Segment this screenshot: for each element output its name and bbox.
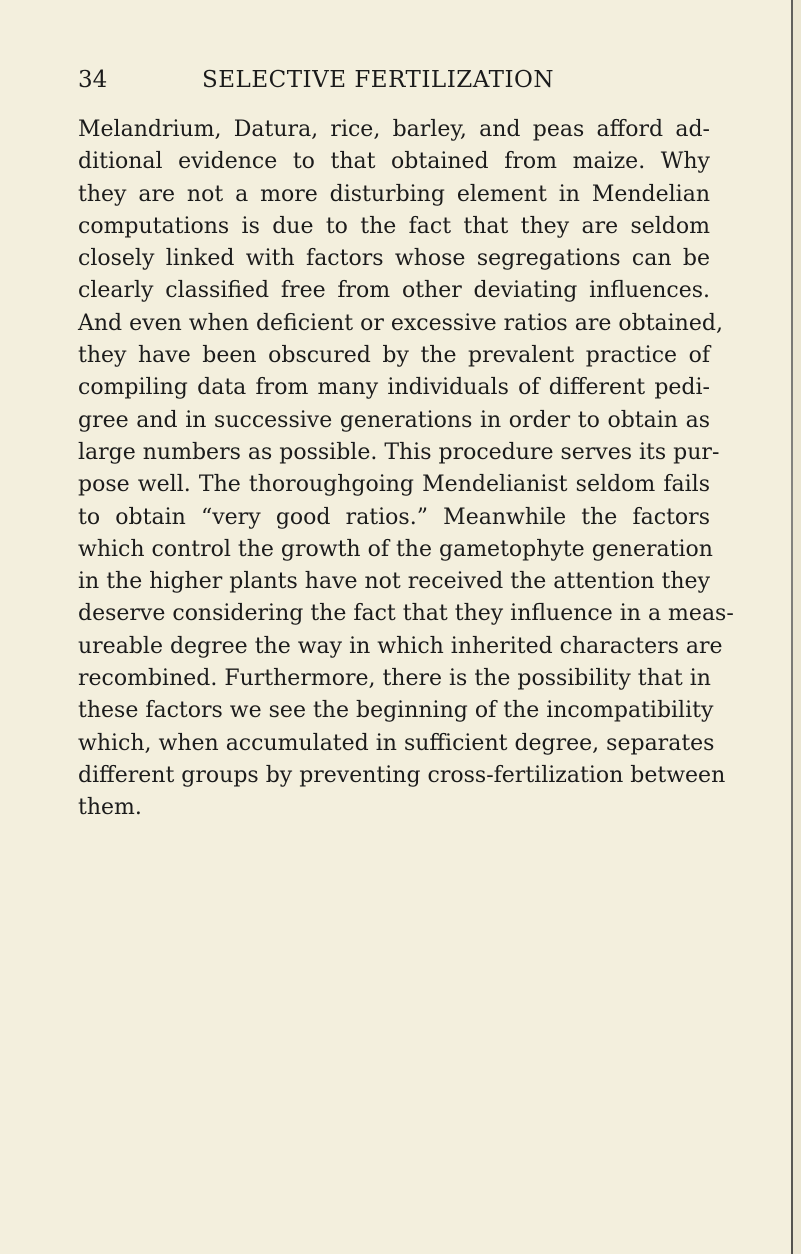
text-line: them. <box>78 795 142 821</box>
running-head: SELECTIVE FERTILIZATION <box>202 67 555 93</box>
text-line: And even when deficient or excessive ratios are obtained, <box>78 310 723 336</box>
text-line: to obtain “very good ratios.” Meanwhile the factors <box>78 504 710 530</box>
text-line: deserve considering the fact that they influence in a meas- <box>78 601 734 627</box>
page-number: 34 <box>78 67 108 93</box>
page-header <box>78 62 698 98</box>
text-line: closely linked with factors whose segregations can be <box>78 246 710 272</box>
text-line: Melandrium, Datura, rice, barley, and peas afford ad- <box>78 117 710 142</box>
text-line: pose well. The thoroughgoing Mendelianist seldom fails <box>78 472 710 498</box>
text-line: recombined. Furthermore, there is the possibility that in <box>78 666 711 692</box>
text-line: large numbers as possible. This procedure serves its pur- <box>78 439 720 465</box>
text-line: compiling data from many individuals of different pedi- <box>78 375 710 401</box>
text-line: which control the growth of the gametophyte generation <box>78 536 713 562</box>
text-line: clearly classified free from other deviating influences. <box>78 278 710 304</box>
text-line: they have been obscured by the prevalent practice of <box>78 343 710 369</box>
text-line: computations is due to the fact that they are seldom <box>78 213 710 239</box>
page-edge <box>791 0 793 1254</box>
text-line: gree and in successive generations in order to obtain as <box>78 407 710 433</box>
text-line: different groups by preventing cross-fertilization between <box>78 762 726 788</box>
text-line: in the higher plants have not received the attention they <box>78 569 710 595</box>
text-line: ureable degree the way in which inherited characters are <box>78 633 723 659</box>
text-line: which, when accumulated in sufficient degree, separates <box>78 730 715 756</box>
page-edge-shadow <box>793 0 801 1254</box>
body-paragraph <box>78 114 734 825</box>
text-line: they are not a more disturbing element in Mendelian <box>78 181 710 207</box>
text-line: ditional evidence to that obtained from maize. Why <box>78 149 710 175</box>
text-line: these factors we see the beginning of the incompatibility <box>78 698 714 724</box>
